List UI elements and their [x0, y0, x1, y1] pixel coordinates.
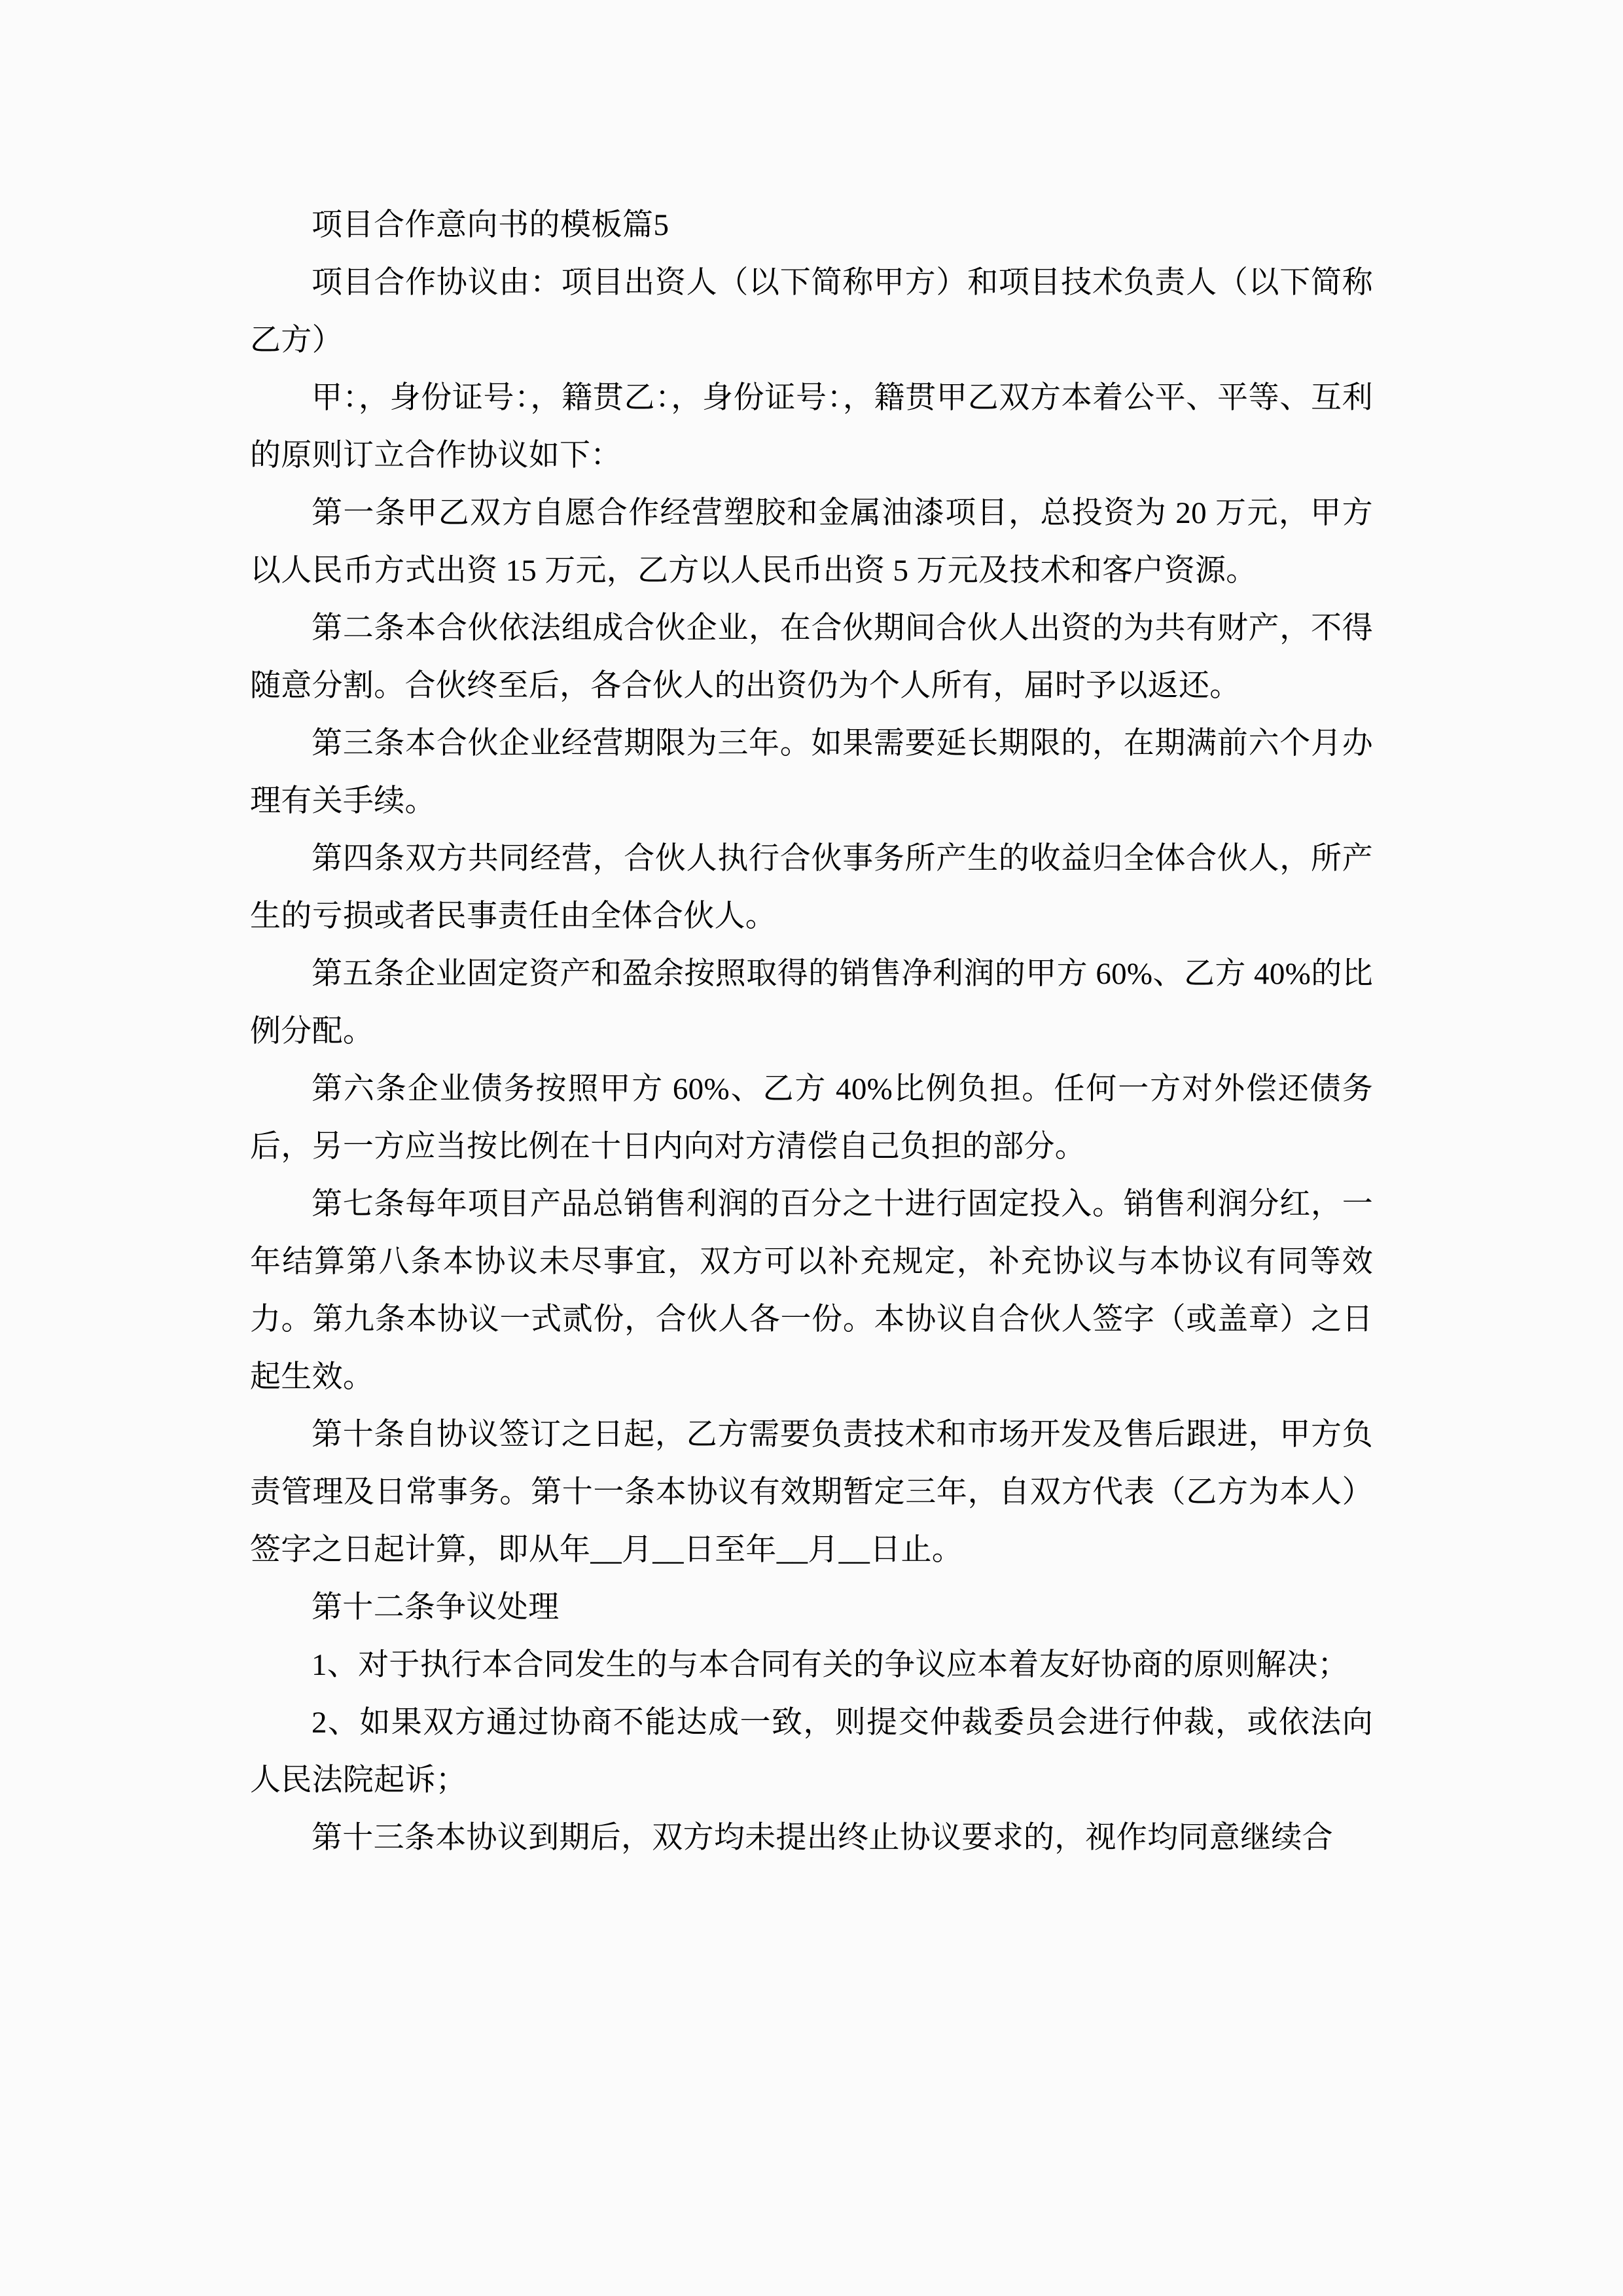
paragraph-article-13: 第十三条本协议到期后，双方均未提出终止协议要求的，视作均同意继续合: [312, 1821, 1333, 1855]
paragraph-dispute-item-2: 2、如果双方通过协商不能达成一致，则提交仲裁委员会进行仲裁，或依法向人民法院起诉；: [250, 1706, 1373, 1797]
paragraph-article-2: 第二条本合伙依法组成合伙企业，在合伙期间合伙人出资的为共有财产，不得随意分割。合伙终至后，各合伙人的出资仍为个人所有，届时予以返还。: [250, 611, 1373, 703]
paragraph-parties: 甲：，身份证号：，籍贯乙：，身份证号：，籍贯甲乙双方本着公平、平等、互利的原则订立合作协议如下：: [250, 381, 1373, 473]
paragraph-article-12-heading: 第十二条争议处理: [312, 1590, 560, 1624]
paragraph-article-5: 第五条企业固定资产和盈余按照取得的销售净利润的甲方 60%、乙方 40%的比例分配。: [250, 957, 1373, 1049]
paragraph-article-3: 第三条本合伙企业经营期限为三年。如果需要延长期限的，在期满前六个月办理有关手续。: [250, 726, 1373, 818]
paragraph-article-1: 第一条甲乙双方自愿合作经营塑胶和金属油漆项目，总投资为 20 万元，甲方以人民币方式出资 15 万元，乙方以人民币出资 5 万元及技术和客户资源。: [250, 496, 1373, 588]
document-body: [250, 196, 1373, 1867]
paragraph-article-6: 第六条企业债务按照甲方 60%、乙方 40%比例负担。任何一方对外偿还债务后，另一方应当按比例在十日内向对方清偿自己负担的部分。: [250, 1072, 1373, 1164]
paragraph-article-10: 第十条自协议签订之日起，乙方需要负责技术和市场开发及售后跟进，甲方负责管理及日常事务。第十一条本协议有效期暂定三年，自双方代表（乙方为本人）签字之日起计算，即从年__月__日至年__月__日止。: [250, 1418, 1373, 1567]
paragraph-article-7: 第七条每年项目产品总销售利润的百分之十进行固定投入。销售利润分红，一年结算第八条本协议未尽事宜，双方可以补充规定，补充协议与本协议有同等效力。第九条本协议一式贰份，合伙人各一份。本协议自合伙人签字（或盖章）之日起生效。: [250, 1187, 1373, 1394]
paragraph-dispute-item-1: 1、对于执行本合同发生的与本合同有关的争议应本着友好协商的原则解决；: [312, 1648, 1349, 1682]
paragraph-article-4: 第四条双方共同经营，合伙人执行合伙事务所产生的收益归全体合伙人，所产生的亏损或者民事责任由全体合伙人。: [250, 842, 1373, 933]
paragraph-intro: 项目合作协议由：项目出资人（以下简称甲方）和项目技术负责人（以下简称乙方）: [250, 266, 1373, 357]
page-title: 项目合作意向书的模板篇5: [312, 208, 669, 242]
